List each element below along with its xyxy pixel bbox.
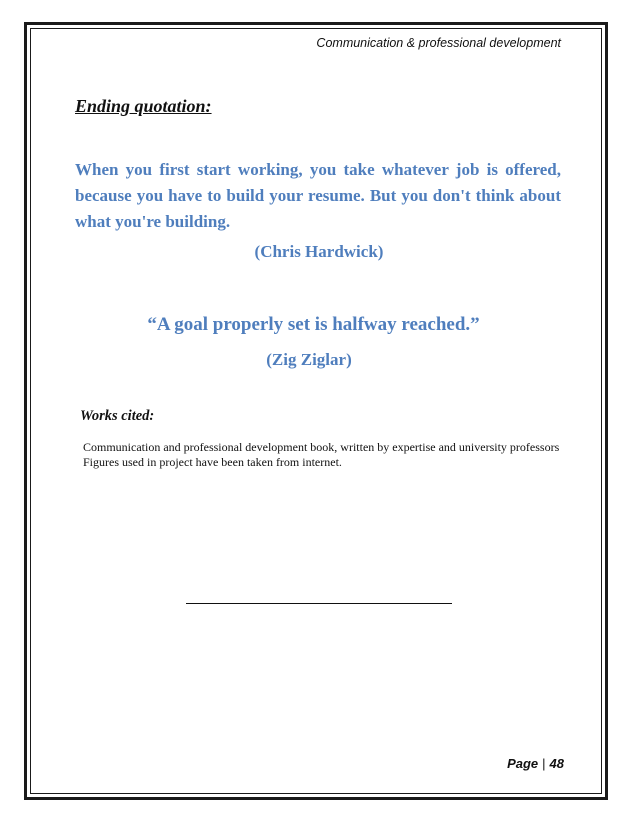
ending-quotation-heading: Ending quotation: xyxy=(75,96,212,116)
works-cited-list xyxy=(83,440,562,469)
quote-hardwick: When you first start working, you take whatever job is offered, because you have to build your resume. But you don't think about what you're building. xyxy=(75,160,561,231)
works-cited-item: Communication and professional development book, written by expertise and university professors xyxy=(83,440,560,454)
page-number-footer xyxy=(507,756,564,771)
running-header: Communication & professional development xyxy=(316,36,561,50)
signature-line xyxy=(186,603,452,604)
author-hardwick: (Chris Hardwick) xyxy=(254,242,384,261)
works-cited-item: Figures used in project have been taken from internet. xyxy=(83,454,342,469)
page-number: 48 xyxy=(549,756,564,771)
page-label: Page xyxy=(507,756,539,771)
quote-ziglar: “A goal properly set is halfway reached.” xyxy=(147,314,480,335)
author-ziglar: (Zig Ziglar) xyxy=(266,350,352,369)
page-separator: | xyxy=(542,756,546,771)
works-cited-heading: Works cited: xyxy=(80,408,155,424)
